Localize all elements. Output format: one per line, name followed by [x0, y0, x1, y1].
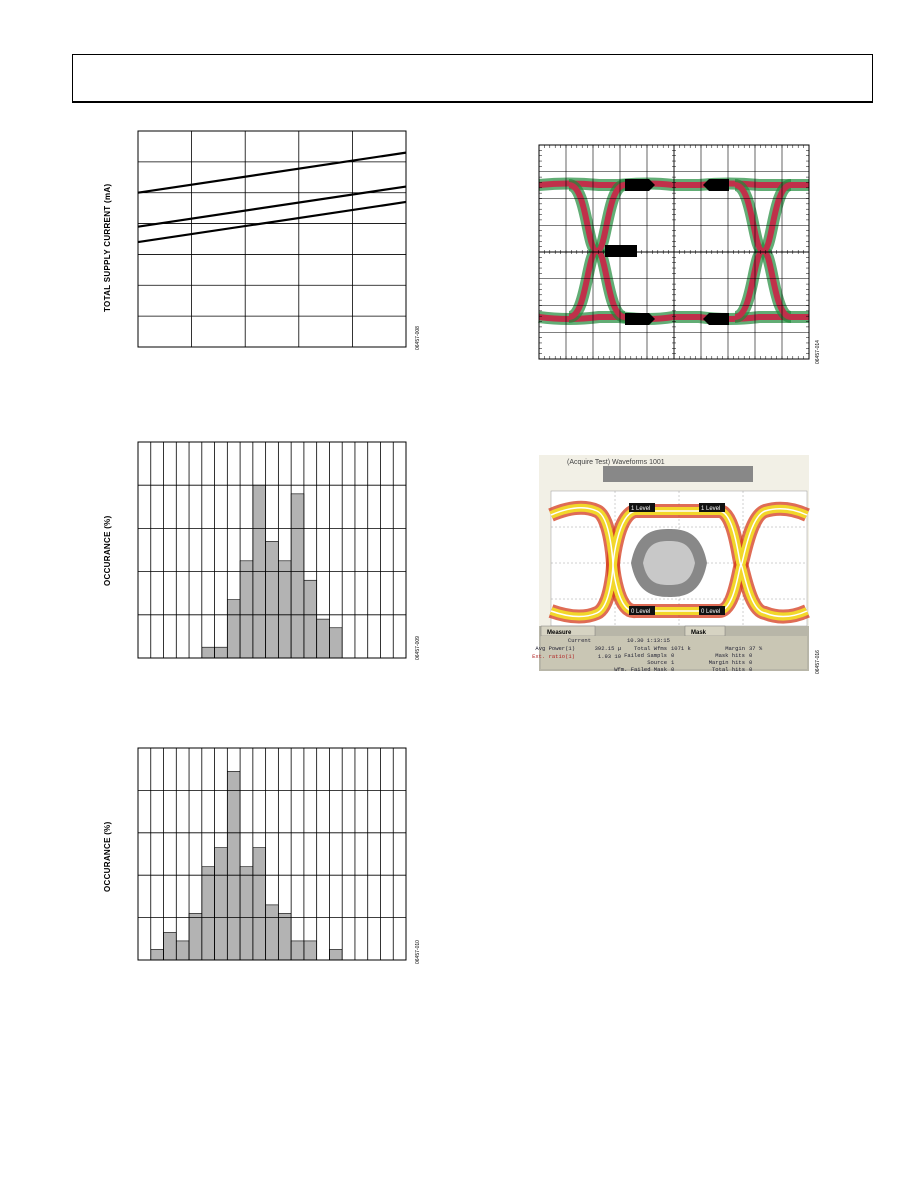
svg-text:0: 0 — [671, 652, 675, 659]
svg-text:Failed Sampls: Failed Sampls — [624, 652, 667, 659]
histogram-bar — [329, 949, 342, 960]
series-line-1 — [138, 153, 406, 193]
svg-text:1.93 10: 1.93 10 — [597, 653, 621, 660]
svg-text:0: 0 — [671, 666, 675, 673]
marker-arrow — [625, 313, 655, 325]
histogram-bar — [202, 647, 215, 658]
figure-number: 06457-010 — [415, 940, 421, 964]
svg-text:392.15 µ: 392.15 µ — [594, 645, 621, 652]
histogram-bar — [215, 647, 228, 658]
marker-arrow — [605, 245, 637, 257]
supply-current-chart — [138, 131, 408, 351]
svg-text:Mask hits: Mask hits — [715, 652, 745, 659]
svg-text:Wfm. Failed Mask: Wfm. Failed Mask — [614, 666, 667, 673]
histogram-bar — [164, 932, 177, 960]
svg-text:Margin: Margin — [725, 645, 745, 652]
eye-diagram-2 — [532, 455, 809, 673]
histogram-bar — [291, 941, 304, 960]
level-label: 1 Level — [701, 506, 721, 512]
svg-text:Margin hits: Margin hits — [708, 659, 745, 666]
scope-title-bar — [603, 466, 753, 482]
svg-text:Total Wfms: Total Wfms — [633, 645, 667, 652]
histogram-bar — [151, 949, 164, 960]
figure-number: 06457-008 — [415, 326, 421, 350]
histogram-bar — [266, 541, 279, 658]
svg-text:1: 1 — [671, 659, 675, 666]
histogram-bar — [227, 600, 240, 658]
svg-text:Total hits: Total hits — [711, 666, 745, 673]
series-line-3 — [138, 202, 406, 242]
level-label: 0 Level — [631, 609, 651, 615]
histogram-bar — [317, 619, 330, 658]
histogram-bar — [240, 867, 253, 960]
svg-text:Avg Power(1): Avg Power(1) — [535, 645, 575, 652]
level-label: 1 Level — [631, 506, 651, 512]
histogram-bar — [253, 848, 266, 960]
svg-text:1071 k: 1071 k — [671, 645, 691, 652]
histogram-bar — [278, 561, 291, 658]
svg-text:0: 0 — [749, 659, 753, 666]
svg-text:37 %: 37 % — [749, 645, 763, 652]
histogram-bar — [189, 913, 202, 960]
plot-frame — [138, 131, 406, 347]
histogram-bar — [202, 867, 215, 960]
figure-number: 06457-014 — [815, 340, 821, 364]
histogram-2-chart — [138, 748, 408, 964]
histogram-bar — [304, 941, 317, 960]
scope-title: (Acquire Test) Waveforms 1001 — [567, 459, 665, 466]
histogram-bar — [278, 913, 291, 960]
histogram-bar — [266, 905, 279, 960]
histogram-bar — [227, 771, 240, 960]
y-axis-label: OCCURANCE (%) — [103, 821, 112, 892]
histogram-1-chart — [138, 442, 408, 662]
figure-number: 06457-009 — [415, 636, 421, 660]
histogram-bar — [215, 848, 228, 960]
svg-text:Ext. ratio(1): Ext. ratio(1) — [532, 653, 575, 660]
y-axis-label: TOTAL SUPPLY CURRENT (mA) — [103, 183, 112, 312]
svg-text:10.30 1:13:15: 10.30 1:13:15 — [627, 637, 670, 644]
eye-diagram-1 — [539, 145, 811, 361]
tab-measure: Measure — [547, 630, 572, 636]
histogram-bar — [176, 941, 189, 960]
page-header-box — [72, 54, 873, 103]
histogram-bar — [329, 628, 342, 658]
svg-text:Source: Source — [647, 659, 667, 666]
y-axis-label: OCCURANCE (%) — [103, 515, 112, 586]
histogram-bar — [304, 580, 317, 658]
histogram-bar — [291, 494, 304, 658]
svg-text:0: 0 — [749, 666, 753, 673]
histogram-bar — [240, 561, 253, 658]
figure-number: 06457-016 — [815, 650, 821, 674]
marker-arrow — [625, 179, 655, 191]
level-label: 0 Level — [701, 609, 721, 615]
svg-text:Current: Current — [567, 637, 591, 644]
tab-mask: Mask — [691, 630, 707, 636]
svg-text:0: 0 — [749, 652, 753, 659]
